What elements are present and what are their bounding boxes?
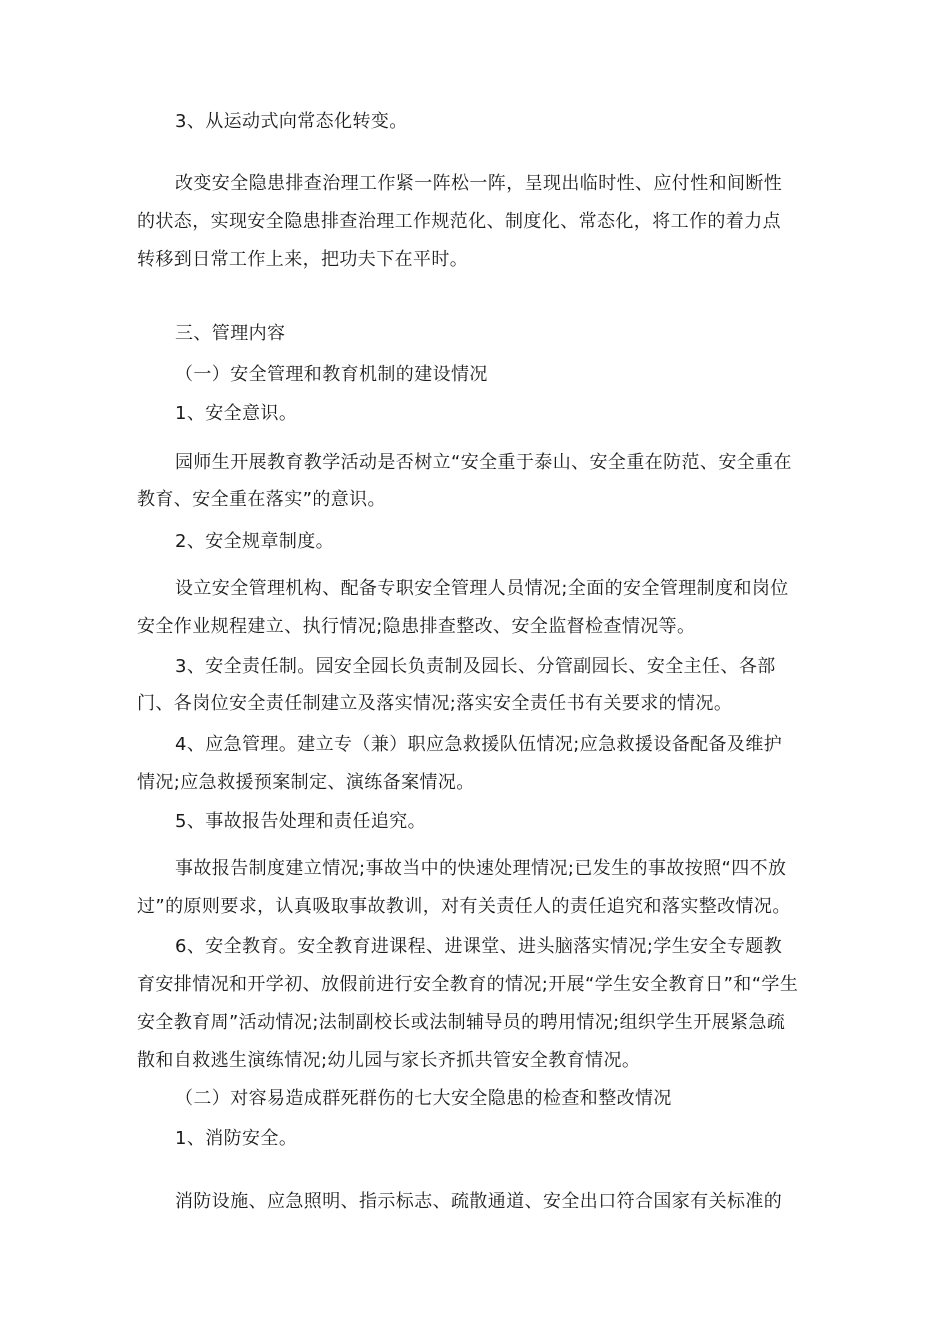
subsection-heading: （二）对容易造成群死群伤的七大安全隐患的检查和整改情况: [175, 1088, 672, 1109]
paragraph-line: 安全作业规程建立、执行情况;隐患排查整改、安全监督检查情况等。: [137, 616, 696, 637]
section-heading: 三、管理内容: [175, 323, 286, 344]
paragraph-line: 事故报告制度建立情况;事故当中的快速处理情况;已发生的事故按照“四不放: [175, 858, 787, 879]
paragraph-line: 设立安全管理机构、配备专职安全管理人员情况;全面的安全管理制度和岗位: [175, 578, 789, 599]
paragraph-line: 3、安全责任制。园安全园长负责制及园长、分管副园长、安全主任、各部: [175, 656, 776, 677]
paragraph-line: 改变安全隐患排查治理工作紧一阵松一阵，呈现出临时性、应付性和间断性: [175, 173, 783, 194]
paragraph-line: 教育、安全重在落实”的意识。: [137, 489, 386, 510]
subsection-heading: （一）安全管理和教育机制的建设情况: [175, 364, 488, 385]
item-heading: 1、消防安全。: [175, 1128, 298, 1149]
paragraph-line: 情况;应急救援预案制定、演练备案情况。: [137, 772, 475, 793]
paragraph-line: 消防设施、应急照明、指示标志、疏散通道、安全出口符合国家有关标准的: [175, 1191, 783, 1212]
paragraph-line: 育安排情况和开学初、放假前进行安全教育的情况;开展“学生安全教育日”和“学生: [137, 974, 799, 995]
paragraph-line: 安全教育周”活动情况;法制副校长或法制辅导员的聘用情况;组织学生开展紧急疏: [137, 1012, 786, 1033]
item-heading: 5、事故报告处理和责任追究。: [175, 811, 427, 832]
paragraph-line: 园师生开展教育教学活动是否树立“安全重于泰山、安全重在防范、安全重在: [175, 452, 792, 473]
paragraph-line: 4、应急管理。建立专（兼）职应急救援队伍情况;应急救援设备配备及维护: [175, 734, 783, 755]
item-heading: 1、安全意识。: [175, 403, 298, 424]
paragraph-line: 的状态，实现安全隐患排查治理工作规范化、制度化、常态化，将工作的着力点: [137, 211, 781, 232]
paragraph-line: 散和自救逃生演练情况;幼儿园与家长齐抓共管安全教育情况。: [137, 1050, 641, 1071]
heading-item-3: 3、从运动式向常态化转变。: [175, 111, 408, 132]
paragraph-line: 门、各岗位安全责任制建立及落实情况;落实安全责任书有关要求的情况。: [137, 693, 733, 714]
paragraph-line: 6、安全教育。安全教育进课程、进课堂、进头脑落实情况;学生安全专题教: [175, 936, 783, 957]
paragraph-line: 过”的原则要求，认真吸取事故教训，对有关责任人的责任追究和落实整改情况。: [137, 896, 791, 917]
item-heading: 2、安全规章制度。: [175, 531, 335, 552]
paragraph-line: 转移到日常工作上来，把功夫下在平时。: [137, 249, 469, 270]
